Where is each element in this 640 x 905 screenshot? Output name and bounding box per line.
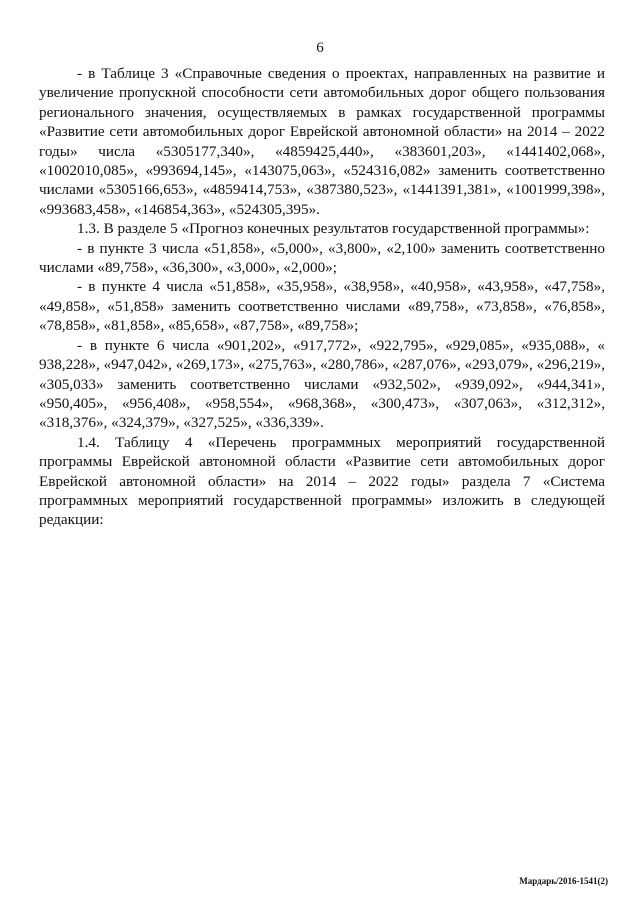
document-body [39,64,605,530]
paragraph-table4-replacement: 1.4. Таблицу 4 «Перечень программных мероприятий государственной программы Еврейской автономной области «Развитие сети автомобильных дорог Еврейской автономной области» на 2014 – 2022 годы» раздела 7 «Система программных мероприятий государственной программы» изложить в следующей редакции: [39,433,605,529]
paragraph-item4-changes: - в пункте 4 числа «51,858», «35,958», «38,958», «40,958», «43,958», «47,758», «49,858», «51,858» заменить соответственно числами «89,758», «73,858», «76,858», «78,858», «81,858», «85,658», «87,758», «89,758»; [39,278,605,335]
paragraph-item3-changes: - в пункте 3 числа «51,858», «5,000», «3,800», «2,100» заменить соответственно числами «89,758», «36,300», «3,000», «2,000»; [39,239,605,277]
paragraph-item6-changes: - в пункте 6 числа «901,202», «917,772», «922,795», «929,085», «935,088», « 938,228», «947,042», «269,173», «275,763», «280,786», «287,076», «293,079», «296,219», «305,033» заменить соответственно числами «932,502», «939,092», «944,341», «950,405», «956,408», «958,554», «968,368», «300,473», «307,063», «312,312», «318,376», «324,379», «327,525», «336,339». [39,336,605,432]
paragraph-table3-changes: - в Таблице 3 «Справочные сведения о проектах, направленных на развитие и увеличение пропускной способности сети автомобильных дорог общего пользования регионального значения, осуществляемых в рамках государственной программы «Развитие сети автомобильных дорог Еврейской автономной области» на 2014 – 2022 годы» числа «5305177,340», «4859425,440», «383601,203», «1441402,068», «1002010,085», «993694,145», «143075,063», «524316,082» заменить соответственно числами «5305166,653», «4859414,753», «387380,523», «1441391,381», «1001999,398», «993683,458», «146854,363», «524305,395». [39,65,605,218]
footer-document-code: Мардарь/2016-1541(2) [519,876,608,886]
paragraph-section5-heading: 1.3. В разделе 5 «Прогноз конечных результатов государственной программы»: [77,220,590,238]
page-number: 6 [316,40,324,56]
